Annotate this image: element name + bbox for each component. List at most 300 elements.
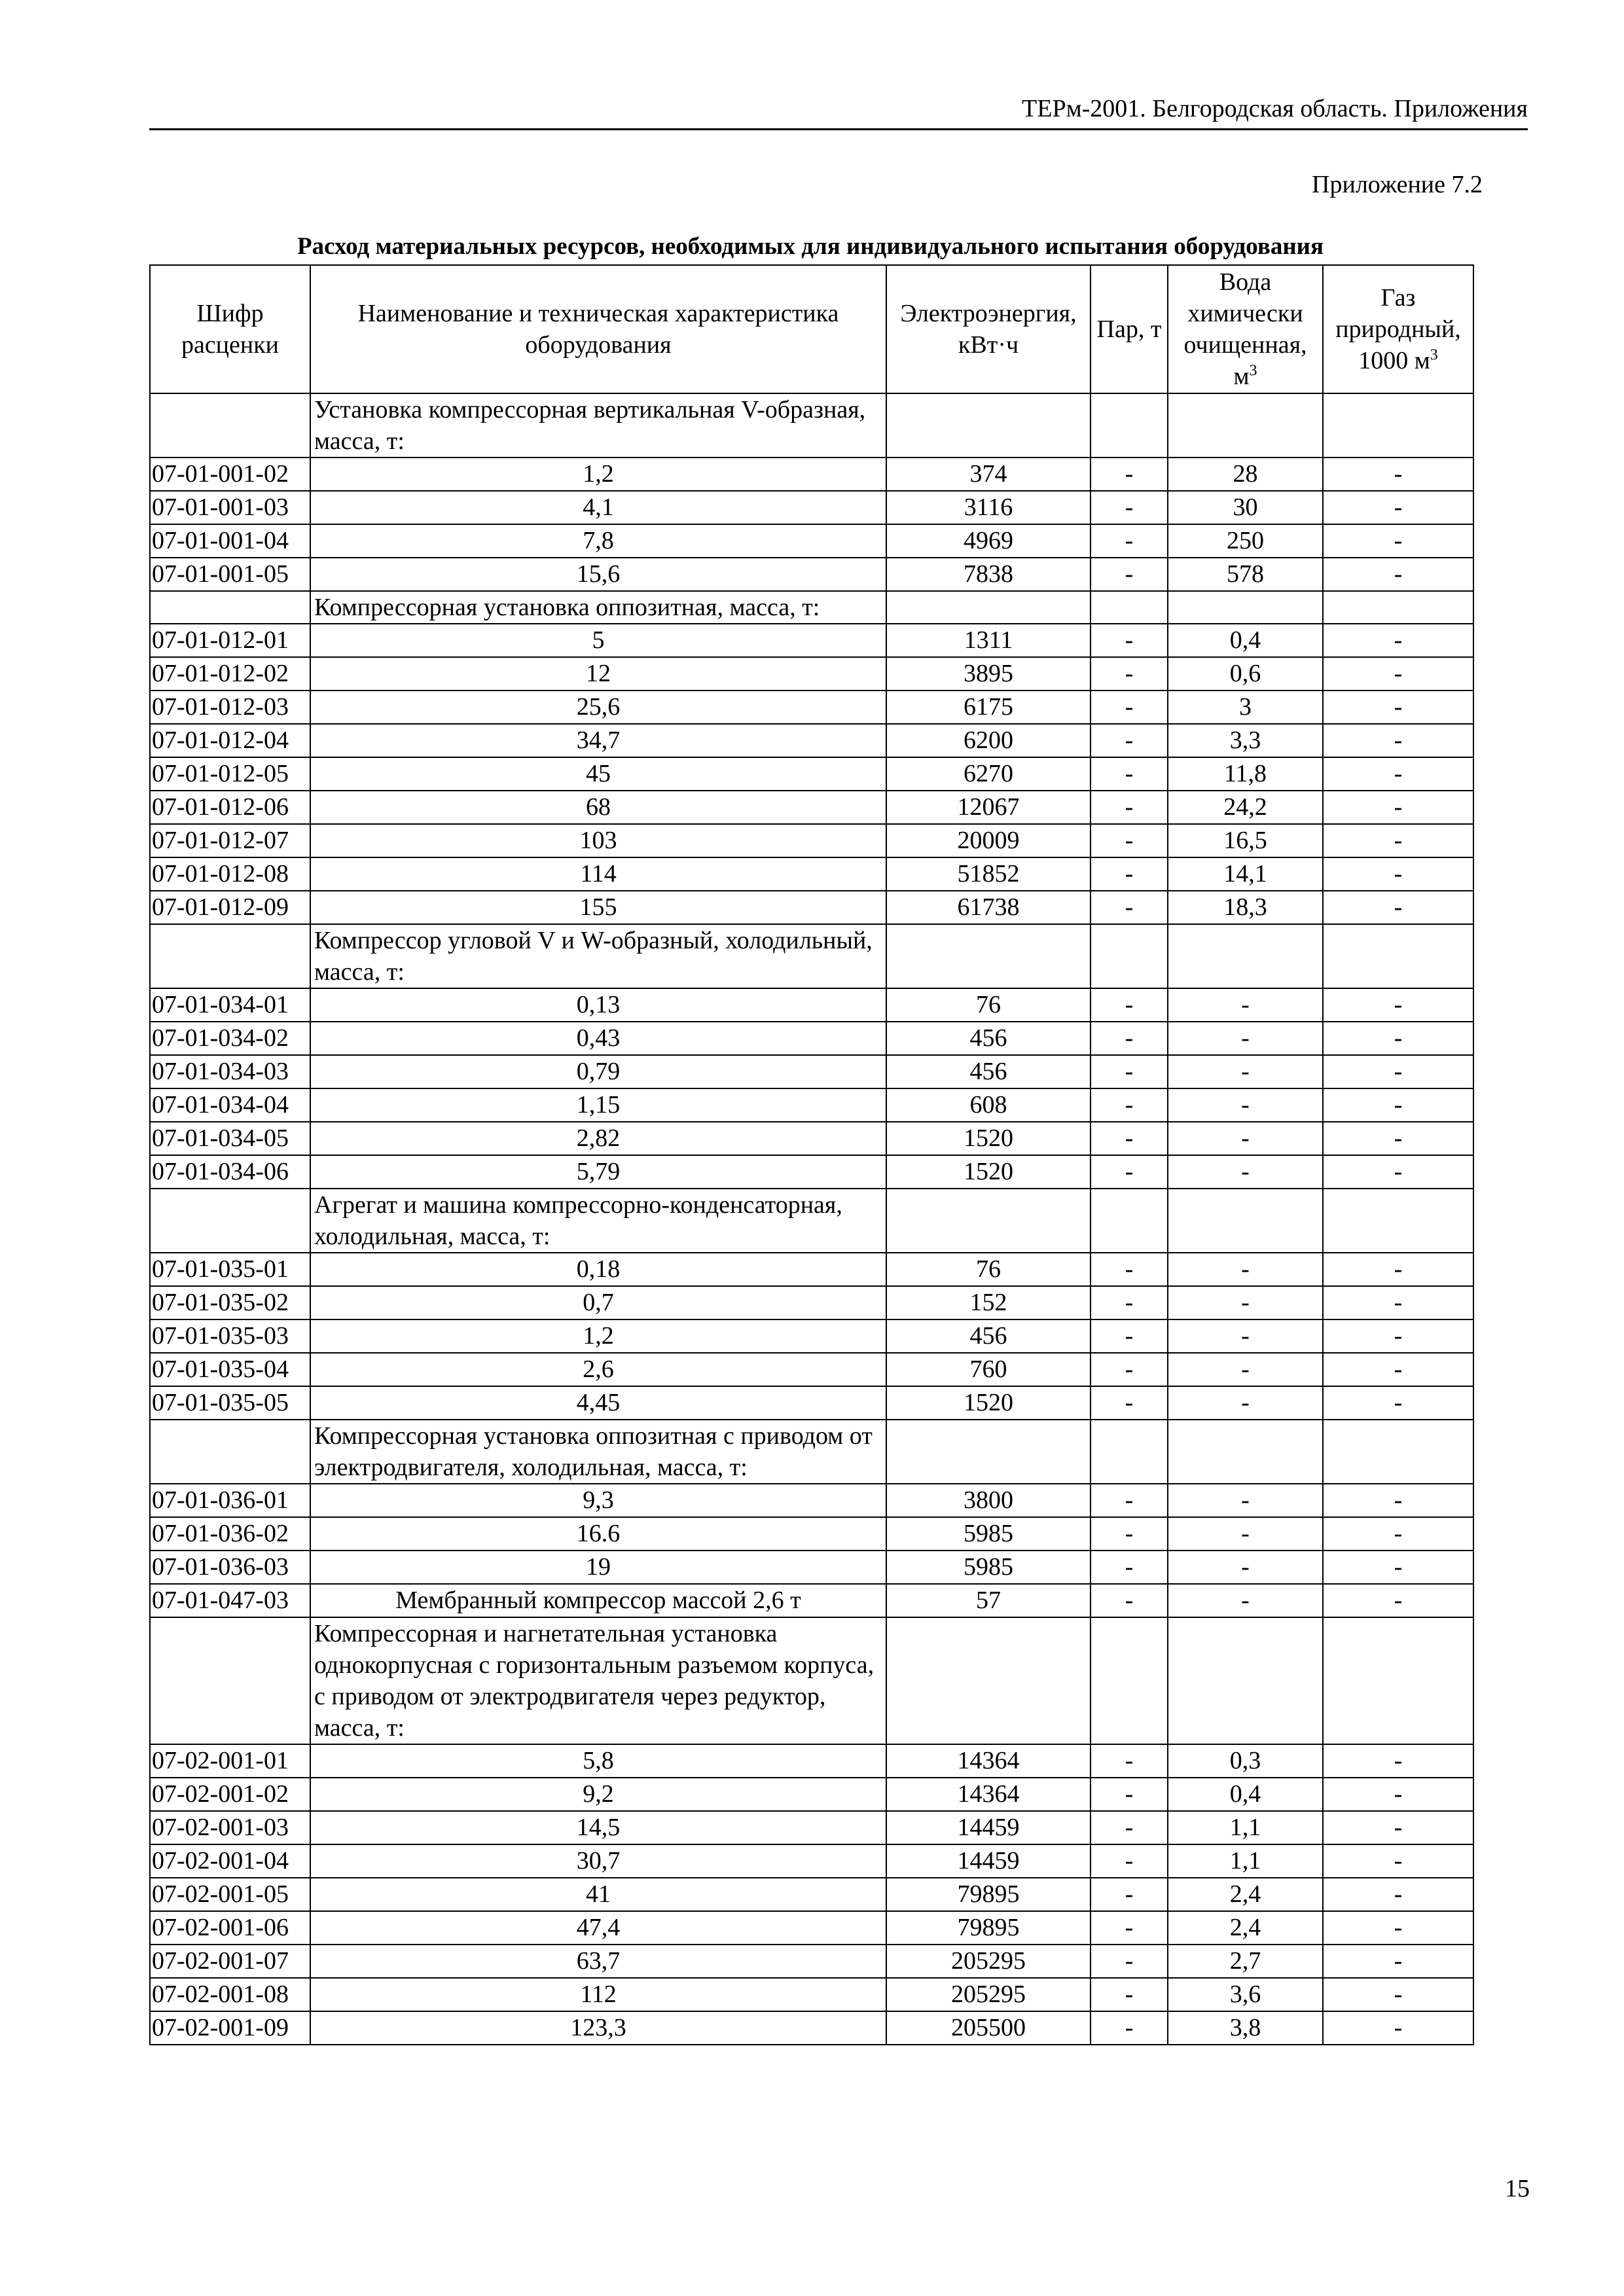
cell-name: 5,8 — [310, 1744, 886, 1778]
cell-water: - — [1168, 1551, 1323, 1584]
cell-steam: - — [1091, 1319, 1168, 1353]
cell-electricity: 374 — [886, 457, 1091, 491]
cell-steam: - — [1091, 891, 1168, 924]
cell-steam: - — [1091, 1778, 1168, 1811]
cell-steam: - — [1091, 624, 1168, 657]
table-row — [150, 1155, 1473, 1189]
cell-water: - — [1168, 988, 1323, 1022]
cell-name: 47,4 — [310, 1911, 886, 1945]
cell-electricity: 12067 — [886, 791, 1091, 824]
cell-steam: - — [1091, 1022, 1168, 1055]
cell-steam: - — [1091, 1978, 1168, 2011]
cell-water: 0,4 — [1168, 1778, 1323, 1811]
cell-steam: - — [1091, 1517, 1168, 1551]
cell-code: 07-02-001-09 — [150, 2011, 310, 2045]
empty-cell — [1168, 924, 1323, 988]
cell-code: 07-01-034-05 — [150, 1122, 310, 1155]
cell-electricity: 57 — [886, 1584, 1091, 1617]
cell-gas: - — [1323, 1811, 1473, 1844]
table-row — [150, 1844, 1473, 1878]
cell-name: 63,7 — [310, 1945, 886, 1978]
group-title: Агрегат и машина компрессорно-конденсаторная, холодильная, масса, т: — [310, 1189, 886, 1253]
empty-cell — [1091, 924, 1168, 988]
cell-electricity: 1520 — [886, 1155, 1091, 1189]
cell-name: 19 — [310, 1551, 886, 1584]
cell-water: - — [1168, 1088, 1323, 1122]
empty-cell — [150, 1420, 310, 1484]
cell-electricity: 6175 — [886, 691, 1091, 724]
table-row — [150, 724, 1473, 757]
cell-steam: - — [1091, 824, 1168, 857]
cell-water: 0,6 — [1168, 657, 1323, 691]
table-row — [150, 1911, 1473, 1945]
cell-water: - — [1168, 1517, 1323, 1551]
table-row — [150, 624, 1473, 657]
cell-steam: - — [1091, 524, 1168, 558]
cell-gas: - — [1323, 457, 1473, 491]
cell-water: 18,3 — [1168, 891, 1323, 924]
cell-electricity: 20009 — [886, 824, 1091, 857]
cell-name: 5 — [310, 624, 886, 657]
empty-cell — [886, 1420, 1091, 1484]
cell-steam: - — [1091, 491, 1168, 524]
cell-name: 0,7 — [310, 1286, 886, 1319]
table-row — [150, 691, 1473, 724]
table-row — [150, 1978, 1473, 2011]
cell-electricity: 4969 — [886, 524, 1091, 558]
empty-cell — [1168, 393, 1323, 457]
table-row — [150, 1744, 1473, 1778]
cell-code: 07-01-012-03 — [150, 691, 310, 724]
empty-cell — [1168, 1617, 1323, 1744]
cell-steam: - — [1091, 1484, 1168, 1517]
cell-code: 07-02-001-03 — [150, 1811, 310, 1844]
cell-electricity: 79895 — [886, 1878, 1091, 1911]
cell-steam: - — [1091, 791, 1168, 824]
cell-name: 5,79 — [310, 1155, 886, 1189]
cell-gas: - — [1323, 1022, 1473, 1055]
table-row — [150, 1286, 1473, 1319]
cell-water: 3,8 — [1168, 2011, 1323, 2045]
table-row — [150, 857, 1473, 891]
cell-code: 07-01-001-02 — [150, 457, 310, 491]
cell-gas: - — [1323, 558, 1473, 591]
col-header-name: Наименование и техническая характеристика оборудования — [310, 265, 886, 393]
cell-gas: - — [1323, 1155, 1473, 1189]
cell-name: 1,2 — [310, 1319, 886, 1353]
cell-steam: - — [1091, 1811, 1168, 1844]
cell-name: 25,6 — [310, 691, 886, 724]
cell-gas: - — [1323, 1778, 1473, 1811]
table-row — [150, 1484, 1473, 1517]
cell-electricity: 14459 — [886, 1811, 1091, 1844]
cell-water: 2,4 — [1168, 1911, 1323, 1945]
cell-code: 07-01-012-02 — [150, 657, 310, 691]
cell-water: - — [1168, 1386, 1323, 1420]
cell-gas: - — [1323, 988, 1473, 1022]
empty-cell — [1168, 591, 1323, 624]
col-header-water: Вода химически очищенная, $м^3$ — [1168, 265, 1323, 393]
cell-water: 16,5 — [1168, 824, 1323, 857]
cell-gas: - — [1323, 824, 1473, 857]
cell-electricity: 5985 — [886, 1551, 1091, 1584]
table-row — [150, 2011, 1473, 2045]
cell-gas: - — [1323, 791, 1473, 824]
cell-name: 68 — [310, 791, 886, 824]
cell-code: 07-01-035-02 — [150, 1286, 310, 1319]
cell-steam: - — [1091, 657, 1168, 691]
cell-electricity: 7838 — [886, 558, 1091, 591]
cell-water: - — [1168, 1122, 1323, 1155]
col-header-electricity: Электроэнергия, кВт·ч — [886, 265, 1091, 393]
cell-name: 123,3 — [310, 2011, 886, 2045]
empty-cell — [886, 924, 1091, 988]
group-title: Компрессор угловой V и W-образный, холодильный, масса, т: — [310, 924, 886, 988]
cell-water: 30 — [1168, 491, 1323, 524]
cell-name: 14,5 — [310, 1811, 886, 1844]
cell-code: 07-01-001-04 — [150, 524, 310, 558]
cell-steam: - — [1091, 1155, 1168, 1189]
cell-code: 07-01-035-01 — [150, 1253, 310, 1286]
cell-gas: - — [1323, 1353, 1473, 1386]
group-row — [150, 924, 1473, 988]
table-row — [150, 988, 1473, 1022]
table-row — [150, 1811, 1473, 1844]
cell-water: - — [1168, 1253, 1323, 1286]
resources-table — [149, 264, 1474, 2045]
cell-name: 0,79 — [310, 1055, 886, 1088]
empty-cell — [886, 1617, 1091, 1744]
empty-cell — [886, 393, 1091, 457]
cell-gas: - — [1323, 624, 1473, 657]
cell-water: 28 — [1168, 457, 1323, 491]
cell-code: 07-01-012-07 — [150, 824, 310, 857]
cell-steam: - — [1091, 1055, 1168, 1088]
cell-electricity: 76 — [886, 988, 1091, 1022]
empty-cell — [886, 591, 1091, 624]
cell-water: 3,6 — [1168, 1978, 1323, 2011]
cell-gas: - — [1323, 1088, 1473, 1122]
table-row — [150, 1517, 1473, 1551]
cell-gas: - — [1323, 1584, 1473, 1617]
table-row — [150, 1319, 1473, 1353]
cell-name: 4,1 — [310, 491, 886, 524]
cell-code: 07-01-001-03 — [150, 491, 310, 524]
table-row — [150, 824, 1473, 857]
table-header-row — [150, 265, 1473, 393]
group-title: Установка компрессорная вертикальная V-образная, масса, т: — [310, 393, 886, 457]
cell-water: 11,8 — [1168, 757, 1323, 791]
cell-code: 07-01-001-05 — [150, 558, 310, 591]
cell-electricity: 456 — [886, 1022, 1091, 1055]
cell-gas: - — [1323, 1844, 1473, 1878]
appendix-number: Приложение 7.2 — [1312, 171, 1483, 198]
cell-gas: - — [1323, 757, 1473, 791]
cell-gas: - — [1323, 1319, 1473, 1353]
cell-code: 07-01-035-05 — [150, 1386, 310, 1420]
cell-code: 07-01-034-04 — [150, 1088, 310, 1122]
empty-cell — [1091, 1189, 1168, 1253]
empty-cell — [1323, 393, 1473, 457]
cell-water: 0,4 — [1168, 624, 1323, 657]
cell-code: 07-01-035-04 — [150, 1353, 310, 1386]
cell-code: 07-01-012-08 — [150, 857, 310, 891]
empty-cell — [886, 1189, 1091, 1253]
group-title: Компрессорная установка оппозитная с приводом от электродвигателя, холодильная, масса, т: — [310, 1420, 886, 1484]
cell-name: 41 — [310, 1878, 886, 1911]
cell-electricity: 456 — [886, 1055, 1091, 1088]
cell-gas: - — [1323, 1055, 1473, 1088]
cell-name: 15,6 — [310, 558, 886, 591]
empty-cell — [1323, 1617, 1473, 1744]
empty-cell — [1168, 1420, 1323, 1484]
cell-gas: - — [1323, 1386, 1473, 1420]
cell-steam: - — [1091, 1286, 1168, 1319]
cell-gas: - — [1323, 524, 1473, 558]
empty-cell — [150, 393, 310, 457]
cell-name: 12 — [310, 657, 886, 691]
table-row — [150, 1055, 1473, 1088]
empty-cell — [1091, 591, 1168, 624]
empty-cell — [150, 924, 310, 988]
cell-steam: - — [1091, 1945, 1168, 1978]
cell-gas: - — [1323, 691, 1473, 724]
group-title: Компрессорная установка оппозитная, масса, т: — [310, 591, 886, 624]
group-title: Компрессорная и нагнетательная установка однокорпусная с горизонтальным разъемом корпуса, с приводом от электродвигателя через редуктор, масса, т: — [310, 1617, 886, 1744]
cell-gas: - — [1323, 1911, 1473, 1945]
cell-water: 0,3 — [1168, 1744, 1323, 1778]
cell-steam: - — [1091, 558, 1168, 591]
cell-gas: - — [1323, 657, 1473, 691]
table-row — [150, 757, 1473, 791]
table-row — [150, 1353, 1473, 1386]
cell-electricity: 14364 — [886, 1778, 1091, 1811]
cell-steam: - — [1091, 1584, 1168, 1617]
cell-name: 114 — [310, 857, 886, 891]
cell-steam: - — [1091, 691, 1168, 724]
cell-electricity: 79895 — [886, 1911, 1091, 1945]
cell-electricity: 14364 — [886, 1744, 1091, 1778]
cell-name: 34,7 — [310, 724, 886, 757]
col-header-gas: Газ природный, 1000 $м^3$ — [1323, 265, 1473, 393]
cell-code: 07-01-035-03 — [150, 1319, 310, 1353]
cell-name: 9,3 — [310, 1484, 886, 1517]
cell-name: 1,15 — [310, 1088, 886, 1122]
cell-gas: - — [1323, 1253, 1473, 1286]
cell-code: 07-02-001-08 — [150, 1978, 310, 2011]
empty-cell — [1323, 924, 1473, 988]
cell-electricity: 51852 — [886, 857, 1091, 891]
group-row — [150, 1189, 1473, 1253]
cell-water: 3,3 — [1168, 724, 1323, 757]
cell-water: 1,1 — [1168, 1811, 1323, 1844]
table-row — [150, 1253, 1473, 1286]
cell-gas: - — [1323, 1978, 1473, 2011]
cell-electricity: 5985 — [886, 1517, 1091, 1551]
table-row — [150, 1778, 1473, 1811]
cell-code: 07-02-001-06 — [150, 1911, 310, 1945]
table-row — [150, 1022, 1473, 1055]
table-row — [150, 1945, 1473, 1978]
cell-code: 07-02-001-05 — [150, 1878, 310, 1911]
col-header-code: Шифр расценки — [150, 265, 310, 393]
cell-name: 2,82 — [310, 1122, 886, 1155]
empty-cell — [150, 591, 310, 624]
group-row — [150, 393, 1473, 457]
table-row — [150, 1551, 1473, 1584]
table-row — [150, 1386, 1473, 1420]
cell-code: 07-01-034-03 — [150, 1055, 310, 1088]
cell-gas: - — [1323, 724, 1473, 757]
table-body — [150, 393, 1473, 2045]
cell-electricity: 152 — [886, 1286, 1091, 1319]
table-row — [150, 1584, 1473, 1617]
cell-name: 16.6 — [310, 1517, 886, 1551]
col-header-steam: Пар, т — [1091, 265, 1168, 393]
cell-steam: - — [1091, 1253, 1168, 1286]
cell-name: 2,6 — [310, 1353, 886, 1386]
table-row — [150, 1878, 1473, 1911]
cell-gas: - — [1323, 1744, 1473, 1778]
cell-water: - — [1168, 1286, 1323, 1319]
cell-gas: - — [1323, 1878, 1473, 1911]
cell-gas: - — [1323, 1945, 1473, 1978]
cell-electricity: 760 — [886, 1353, 1091, 1386]
cell-electricity: 1520 — [886, 1122, 1091, 1155]
cell-code: 07-01-012-04 — [150, 724, 310, 757]
cell-electricity: 1520 — [886, 1386, 1091, 1420]
cell-code: 07-02-001-01 — [150, 1744, 310, 1778]
cell-steam: - — [1091, 1744, 1168, 1778]
table-row — [150, 558, 1473, 591]
cell-name: 9,2 — [310, 1778, 886, 1811]
cell-electricity: 6270 — [886, 757, 1091, 791]
cell-steam: - — [1091, 988, 1168, 1022]
cell-water: - — [1168, 1484, 1323, 1517]
cell-electricity: 76 — [886, 1253, 1091, 1286]
cell-gas: - — [1323, 857, 1473, 891]
cell-gas: - — [1323, 491, 1473, 524]
cell-water: 3 — [1168, 691, 1323, 724]
cell-name: 0,18 — [310, 1253, 886, 1286]
cell-code: 07-02-001-07 — [150, 1945, 310, 1978]
cell-name: 1,2 — [310, 457, 886, 491]
empty-cell — [150, 1617, 310, 1744]
table-row — [150, 891, 1473, 924]
cell-electricity: 3800 — [886, 1484, 1091, 1517]
cell-water: - — [1168, 1319, 1323, 1353]
group-row — [150, 1617, 1473, 1744]
cell-electricity: 205295 — [886, 1945, 1091, 1978]
table-row — [150, 1122, 1473, 1155]
cell-steam: - — [1091, 1911, 1168, 1945]
cell-name: 45 — [310, 757, 886, 791]
empty-cell — [150, 1189, 310, 1253]
cell-name: Мембранный компрессор массой 2,6 т — [310, 1584, 886, 1617]
cell-water: 1,1 — [1168, 1844, 1323, 1878]
cell-water: 2,7 — [1168, 1945, 1323, 1978]
cell-steam: - — [1091, 757, 1168, 791]
cell-name: 155 — [310, 891, 886, 924]
empty-cell — [1091, 1617, 1168, 1744]
cell-water: 24,2 — [1168, 791, 1323, 824]
cell-steam: - — [1091, 2011, 1168, 2045]
cell-electricity: 3895 — [886, 657, 1091, 691]
cell-code: 07-01-012-09 — [150, 891, 310, 924]
table-row — [150, 1088, 1473, 1122]
table-row — [150, 791, 1473, 824]
cell-name: 4,45 — [310, 1386, 886, 1420]
table-row — [150, 524, 1473, 558]
empty-cell — [1168, 1189, 1323, 1253]
cell-steam: - — [1091, 1386, 1168, 1420]
group-row — [150, 1420, 1473, 1484]
cell-electricity: 456 — [886, 1319, 1091, 1353]
cell-electricity: 205295 — [886, 1978, 1091, 2011]
cell-water: 2,4 — [1168, 1878, 1323, 1911]
cell-electricity: 608 — [886, 1088, 1091, 1122]
cell-steam: - — [1091, 724, 1168, 757]
cell-steam: - — [1091, 1551, 1168, 1584]
cell-steam: - — [1091, 1353, 1168, 1386]
cell-name: 112 — [310, 1978, 886, 2011]
cell-code: 07-01-012-05 — [150, 757, 310, 791]
cell-name: 103 — [310, 824, 886, 857]
cell-water: 578 — [1168, 558, 1323, 591]
cell-name: 30,7 — [310, 1844, 886, 1878]
table-row — [150, 657, 1473, 691]
cell-code: 07-02-001-04 — [150, 1844, 310, 1878]
cell-gas: - — [1323, 1286, 1473, 1319]
empty-cell — [1323, 591, 1473, 624]
empty-cell — [1091, 1420, 1168, 1484]
cell-steam: - — [1091, 1122, 1168, 1155]
cell-electricity: 205500 — [886, 2011, 1091, 2045]
cell-steam: - — [1091, 1088, 1168, 1122]
cell-code: 07-01-036-02 — [150, 1517, 310, 1551]
cell-steam: - — [1091, 1878, 1168, 1911]
cell-water: - — [1168, 1055, 1323, 1088]
cell-name: 0,43 — [310, 1022, 886, 1055]
cell-steam: - — [1091, 457, 1168, 491]
table-row — [150, 457, 1473, 491]
cell-water: - — [1168, 1353, 1323, 1386]
cell-steam: - — [1091, 857, 1168, 891]
cell-gas: - — [1323, 1551, 1473, 1584]
cell-name: 7,8 — [310, 524, 886, 558]
table-row — [150, 491, 1473, 524]
empty-cell — [1323, 1189, 1473, 1253]
cell-electricity: 6200 — [886, 724, 1091, 757]
cell-name: 0,13 — [310, 988, 886, 1022]
cell-electricity: 1311 — [886, 624, 1091, 657]
cell-gas: - — [1323, 1517, 1473, 1551]
cell-code: 07-01-036-03 — [150, 1551, 310, 1584]
cell-electricity: 61738 — [886, 891, 1091, 924]
cell-code: 07-01-047-03 — [150, 1584, 310, 1617]
empty-cell — [1323, 1420, 1473, 1484]
table-title: Расход материальных ресурсов, необходимых для индивидуального испытания оборудования — [297, 233, 1324, 260]
cell-gas: - — [1323, 891, 1473, 924]
empty-cell — [1091, 393, 1168, 457]
cell-code: 07-01-034-06 — [150, 1155, 310, 1189]
cell-water: 250 — [1168, 524, 1323, 558]
cell-water: 14,1 — [1168, 857, 1323, 891]
cell-water: - — [1168, 1022, 1323, 1055]
cell-gas: - — [1323, 2011, 1473, 2045]
cell-water: - — [1168, 1155, 1323, 1189]
page-number: 15 — [1505, 2175, 1530, 2202]
